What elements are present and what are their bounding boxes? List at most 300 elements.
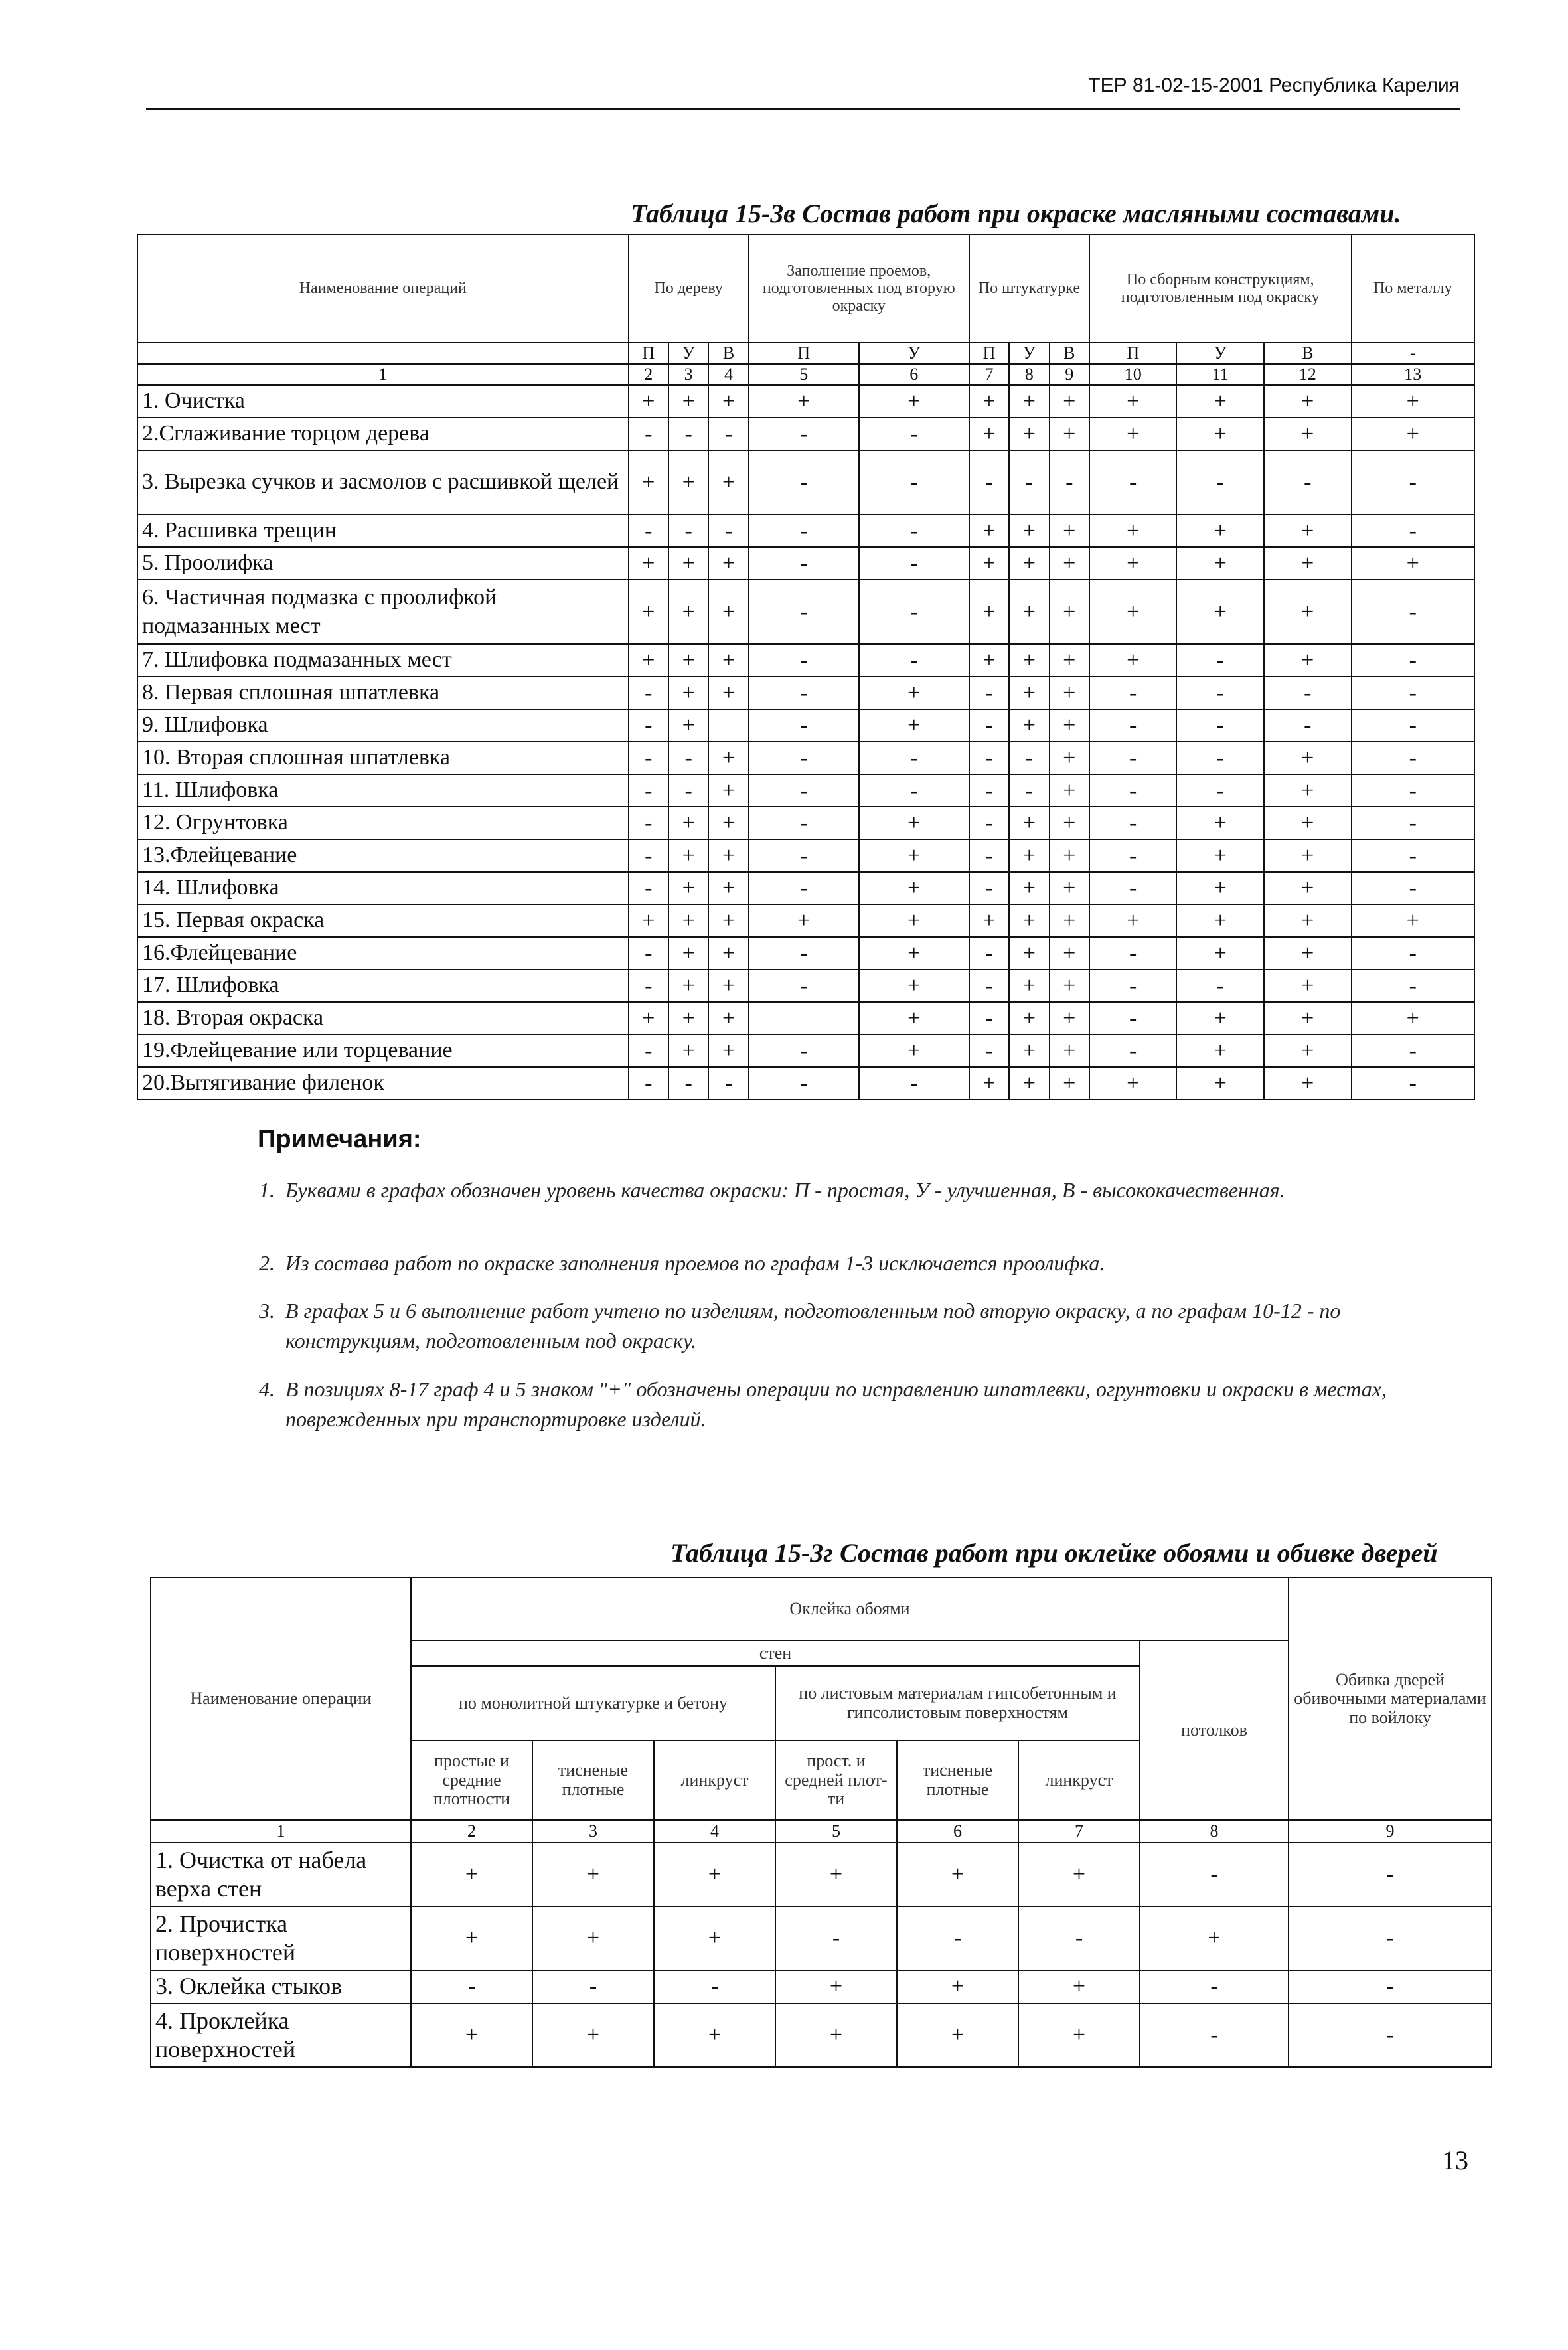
mark-cell: + [859, 1002, 969, 1035]
page-number: 13 [1442, 2145, 1468, 2175]
mark-cell: - [859, 580, 969, 644]
operation-name: 9. Шлифовка [137, 709, 629, 742]
mark-cell: + [749, 385, 859, 418]
mark-cell: + [1009, 385, 1049, 418]
mark-cell: + [897, 2003, 1018, 2067]
header-metal: По металлу [1352, 234, 1474, 343]
mark-cell: + [1176, 515, 1264, 547]
note-text: В позициях 8-17 граф 4 и 5 знаком "+" обозначены операции по исправлению шпатлевки, огрунтовки и окраски в местах, поврежденных при транспортировке изделий. [285, 1377, 1387, 1432]
mark-cell: + [708, 904, 748, 937]
mark-cell: - [859, 418, 969, 450]
mark-cell: - [629, 742, 668, 774]
mark-cell: + [969, 644, 1009, 677]
mark-cell: - [1018, 1906, 1140, 1970]
mark-cell: + [1050, 807, 1089, 839]
mark-cell: + [1264, 807, 1352, 839]
column-number: 13 [1352, 364, 1474, 385]
mark-cell: + [1352, 547, 1474, 580]
table1-row [137, 872, 1474, 904]
operation-name: 16.Флейцевание [137, 937, 629, 969]
table2-caption: Таблица 15-3г Состав работ при оклейке обоями и обивке дверей [670, 1538, 1438, 1568]
table1-row [137, 418, 1474, 450]
mark-cell: - [1089, 937, 1177, 969]
mark-cell: - [859, 644, 969, 677]
mark-cell: + [749, 904, 859, 937]
notes-title: Примечания: [258, 1126, 422, 1153]
mark-cell: + [668, 839, 708, 872]
mark-cell: - [1089, 774, 1177, 807]
mark-cell: - [1352, 872, 1474, 904]
table2-column-numbers-row [151, 1820, 1492, 1843]
header-doors: Обивка дверей обивочными материалами по войлоку [1289, 1578, 1492, 1820]
mark-cell: - [629, 774, 668, 807]
mark-cell: - [1352, 515, 1474, 547]
mark-cell: + [969, 580, 1009, 644]
operation-name: 3. Оклейка стыков [151, 1970, 411, 2003]
mark-cell: - [1176, 644, 1264, 677]
mark-cell: - [1140, 2003, 1289, 2067]
mark-cell: - [1176, 969, 1264, 1002]
table1-row [137, 644, 1474, 677]
mark-cell: + [775, 1970, 897, 2003]
operation-name: 18. Вторая окраска [137, 1002, 629, 1035]
mark-cell: + [1018, 1970, 1140, 2003]
mark-cell: + [775, 1843, 897, 1906]
mark-cell: - [629, 969, 668, 1002]
operation-name: 8. Первая сплошная шпатлевка [137, 677, 629, 709]
column-number: 8 [1009, 364, 1049, 385]
table1-row [137, 1035, 1474, 1067]
mark-cell: - [1352, 807, 1474, 839]
mark-cell: - [1089, 807, 1177, 839]
mark-cell: + [629, 1002, 668, 1035]
mark-cell: - [1352, 580, 1474, 644]
operation-name: 7. Шлифовка подмазанных мест [137, 644, 629, 677]
mark-cell: - [749, 742, 859, 774]
mark-cell: - [1089, 742, 1177, 774]
mark-cell: + [1009, 580, 1049, 644]
mark-cell: + [668, 1002, 708, 1035]
mark-cell: + [1050, 580, 1089, 644]
operation-name: 5. Проолифка [137, 547, 629, 580]
mark-cell: - [749, 515, 859, 547]
header-assembled: По сборным конструкциям, подготовленным под окраску [1089, 234, 1352, 343]
column-number: 11 [1176, 364, 1264, 385]
mark-cell: + [654, 2003, 775, 2067]
operation-name: 2. Прочистка поверхностей [151, 1906, 411, 1970]
mark-cell: - [1352, 742, 1474, 774]
mark-cell: - [749, 580, 859, 644]
mark-cell: + [969, 547, 1009, 580]
mark-cell: + [1176, 418, 1264, 450]
mark-cell: - [969, 1035, 1009, 1067]
mark-cell: - [629, 677, 668, 709]
mark-cell: - [969, 969, 1009, 1002]
mark-cell: + [1050, 644, 1089, 677]
header-operation-name: Наименование операций [137, 234, 629, 343]
mark-cell: - [1289, 1906, 1492, 1970]
operation-name: 14. Шлифовка [137, 872, 629, 904]
header-lincrusta-sheet: линкруст [1018, 1740, 1140, 1820]
mark-cell: + [859, 872, 969, 904]
quality-letters-row [137, 343, 1474, 364]
operation-name: 20.Вытягивание филенок [137, 1067, 629, 1100]
column-number: 12 [1264, 364, 1352, 385]
column-number: 3 [532, 1820, 654, 1843]
mark-cell: - [708, 1067, 748, 1100]
column-number: 10 [1089, 364, 1177, 385]
mark-cell: + [897, 1843, 1018, 1906]
mark-cell: + [1264, 515, 1352, 547]
table1-row [137, 515, 1474, 547]
mark-cell: + [1264, 385, 1352, 418]
mark-cell: + [1050, 774, 1089, 807]
mark-cell: - [629, 1035, 668, 1067]
mark-cell: + [708, 644, 748, 677]
mark-cell: - [749, 1035, 859, 1067]
table1-row [137, 969, 1474, 1002]
table1-row [137, 774, 1474, 807]
mark-cell: - [1089, 450, 1177, 515]
mark-cell: + [1352, 904, 1474, 937]
mark-cell: + [969, 904, 1009, 937]
mark-cell: + [1264, 547, 1352, 580]
mark-cell: + [1176, 807, 1264, 839]
mark-cell: - [749, 677, 859, 709]
mark-cell: + [1264, 872, 1352, 904]
mark-cell: + [1050, 969, 1089, 1002]
mark-cell: - [1352, 677, 1474, 709]
mark-cell: + [775, 2003, 897, 2067]
table1-row [137, 580, 1474, 644]
mark-cell: - [1089, 709, 1177, 742]
mark-cell: - [749, 774, 859, 807]
mark-cell: - [1089, 839, 1177, 872]
mark-cell: - [1352, 709, 1474, 742]
quality-letter: В [1050, 343, 1089, 364]
mark-cell: - [668, 742, 708, 774]
mark-cell: + [708, 1002, 748, 1035]
table1-caption: Таблица 15-3в Состав работ при окраске масляными составами. [631, 199, 1401, 228]
note-text: В графах 5 и 6 выполнение работ учтено по изделиям, подготовленным под вторую окраску, а по графам 10-12 - по конструкциям, подготовленным под окраску. [285, 1299, 1341, 1353]
quality-letter: У [1176, 343, 1264, 364]
mark-cell: + [708, 385, 748, 418]
mark-cell: - [1176, 742, 1264, 774]
column-number: 5 [775, 1820, 897, 1843]
mark-cell: + [1264, 839, 1352, 872]
quality-letter: В [1264, 343, 1352, 364]
mark-cell: + [1264, 1002, 1352, 1035]
mark-cell: - [1352, 937, 1474, 969]
mark-cell: + [1264, 774, 1352, 807]
mark-cell: - [708, 515, 748, 547]
mark-cell: - [749, 807, 859, 839]
column-number: 6 [897, 1820, 1018, 1843]
mark-cell: - [897, 1906, 1018, 1970]
mark-cell: + [668, 385, 708, 418]
mark-cell: + [969, 1067, 1009, 1100]
mark-cell: + [668, 677, 708, 709]
mark-cell: - [1352, 1067, 1474, 1100]
mark-cell: + [1089, 904, 1177, 937]
mark-cell: + [1050, 1002, 1089, 1035]
mark-cell: - [668, 515, 708, 547]
mark-cell: + [969, 418, 1009, 450]
quality-letter: У [859, 343, 969, 364]
mark-cell: + [1176, 580, 1264, 644]
mark-cell: + [668, 807, 708, 839]
mark-cell: - [708, 418, 748, 450]
mark-cell: + [1176, 1067, 1264, 1100]
mark-cell: + [897, 1970, 1018, 2003]
mark-cell: - [668, 418, 708, 450]
mark-cell: + [1050, 1067, 1089, 1100]
mark-cell: + [1352, 385, 1474, 418]
mark-cell: + [1050, 904, 1089, 937]
mark-cell: + [1050, 937, 1089, 969]
column-number: 9 [1050, 364, 1089, 385]
mark-cell: - [1352, 450, 1474, 515]
mark-cell: + [859, 969, 969, 1002]
mark-cell: + [668, 1035, 708, 1067]
mark-cell: + [1009, 807, 1049, 839]
mark-cell: - [1289, 1970, 1492, 2003]
mark-cell: + [1018, 2003, 1140, 2067]
mark-cell: + [1089, 385, 1177, 418]
mark-cell: - [1352, 1035, 1474, 1067]
mark-cell: + [1050, 385, 1089, 418]
mark-cell: - [1352, 644, 1474, 677]
mark-cell: + [859, 1035, 969, 1067]
mark-cell: - [629, 937, 668, 969]
mark-cell: + [532, 1843, 654, 1906]
note-number: 2. [259, 1251, 275, 1275]
mark-cell: + [1018, 1843, 1140, 1906]
table2-body [151, 1843, 1492, 2067]
mark-cell: + [1050, 547, 1089, 580]
mark-cell: + [1264, 969, 1352, 1002]
note-text: Буквами в графах обозначен уровень качества окраски: П - простая, У - улучшенная, В - высококачественная. [285, 1178, 1285, 1202]
operation-name: 1. Очистка [137, 385, 629, 418]
mark-cell: - [969, 937, 1009, 969]
mark-cell: - [1089, 1035, 1177, 1067]
mark-cell: + [1264, 418, 1352, 450]
table1-row [137, 937, 1474, 969]
mark-cell: - [1089, 1002, 1177, 1035]
mark-cell: - [749, 937, 859, 969]
mark-cell: + [1009, 872, 1049, 904]
mark-cell: + [969, 385, 1009, 418]
header-monolithic: по монолитной штукатурке и бетону [411, 1666, 775, 1740]
mark-cell: + [1264, 904, 1352, 937]
header-operation-name: Наименование операции [151, 1578, 411, 1820]
column-number: 2 [629, 364, 668, 385]
mark-cell: - [859, 1067, 969, 1100]
mark-cell: + [1050, 709, 1089, 742]
operation-name: 12. Огрунтовка [137, 807, 629, 839]
mark-cell: - [1089, 677, 1177, 709]
mark-cell: + [1009, 677, 1049, 709]
mark-cell: + [629, 547, 668, 580]
mark-cell: + [1050, 839, 1089, 872]
mark-cell: - [749, 644, 859, 677]
header-lincrusta: линкруст [654, 1740, 775, 1820]
mark-cell: - [749, 872, 859, 904]
mark-cell: + [1009, 515, 1049, 547]
oil-painting-works-table [137, 234, 1475, 1100]
mark-cell: - [969, 1002, 1009, 1035]
letters-blank-cell [137, 343, 629, 364]
note-number: 1. [259, 1178, 275, 1202]
operation-name: 2.Сглаживание торцом дерева [137, 418, 629, 450]
mark-cell: - [1264, 450, 1352, 515]
table1-row [137, 807, 1474, 839]
mark-cell: + [1089, 547, 1177, 580]
mark-cell: + [668, 937, 708, 969]
mark-cell: + [859, 709, 969, 742]
mark-cell: + [708, 547, 748, 580]
table1-row [137, 677, 1474, 709]
header-wood: По дереву [629, 234, 749, 343]
mark-cell: + [1089, 1067, 1177, 1100]
mark-cell: + [708, 774, 748, 807]
mark-cell: + [629, 385, 668, 418]
column-number: 5 [749, 364, 859, 385]
mark-cell: - [859, 450, 969, 515]
column-numbers-row [137, 364, 1474, 385]
mark-cell: + [1176, 904, 1264, 937]
mark-cell: - [1264, 677, 1352, 709]
table2-row [151, 2003, 1492, 2067]
table1-row [137, 839, 1474, 872]
mark-cell: - [1176, 450, 1264, 515]
mark-cell: - [1176, 677, 1264, 709]
column-number: 8 [1140, 1820, 1289, 1843]
mark-cell: + [708, 580, 748, 644]
mark-cell: + [1050, 872, 1089, 904]
mark-cell: + [1009, 839, 1049, 872]
mark-cell: - [749, 709, 859, 742]
mark-cell: + [411, 1843, 532, 1906]
mark-cell: + [668, 580, 708, 644]
mark-cell [708, 709, 748, 742]
mark-cell: - [668, 1067, 708, 1100]
header-simple-sheet: прост. и средней плот-ти [775, 1740, 897, 1820]
mark-cell: + [629, 450, 668, 515]
mark-cell: - [859, 742, 969, 774]
mark-cell: + [629, 580, 668, 644]
mark-cell: + [1176, 385, 1264, 418]
mark-cell: + [708, 807, 748, 839]
mark-cell: + [1176, 1035, 1264, 1067]
mark-cell: + [1352, 1002, 1474, 1035]
mark-cell: - [969, 677, 1009, 709]
mark-cell: - [749, 547, 859, 580]
mark-cell: + [969, 515, 1009, 547]
table2-row [151, 1906, 1492, 1970]
header-plaster: По штукатурке [969, 234, 1089, 343]
table2-row [151, 1970, 1492, 2003]
mark-cell: - [969, 450, 1009, 515]
mark-cell: + [1050, 677, 1089, 709]
mark-cell: + [1009, 547, 1049, 580]
note-item [259, 1296, 1474, 1357]
quality-letter: П [629, 343, 668, 364]
mark-cell: + [1140, 1906, 1289, 1970]
note-number: 3. [259, 1299, 275, 1323]
mark-cell: - [859, 515, 969, 547]
mark-cell: + [668, 904, 708, 937]
operation-name: 19.Флейцевание или торцевание [137, 1035, 629, 1067]
column-number: 4 [654, 1820, 775, 1843]
mark-cell: - [969, 742, 1009, 774]
table1-body [137, 385, 1474, 1100]
mark-cell: + [1089, 515, 1177, 547]
operation-name: 3. Вырезка сучков и засмолов с расшивкой щелей [137, 450, 629, 515]
column-number: 9 [1289, 1820, 1492, 1843]
mark-cell: - [969, 774, 1009, 807]
header-embossed-sheet: тисненые плотные [897, 1740, 1018, 1820]
mark-cell [749, 1002, 859, 1035]
mark-cell: - [1352, 839, 1474, 872]
mark-cell: + [1009, 1002, 1049, 1035]
page-header [146, 74, 1460, 110]
mark-cell: - [859, 774, 969, 807]
mark-cell: + [708, 839, 748, 872]
quality-letter: В [708, 343, 748, 364]
mark-cell: - [1009, 774, 1049, 807]
table1-header-row [137, 234, 1474, 343]
column-number: 6 [859, 364, 969, 385]
operation-name: 6. Частичная подмазка с проолифкой подмазанных мест [137, 580, 629, 644]
mark-cell: + [1009, 904, 1049, 937]
table1-row [137, 547, 1474, 580]
quality-letter: П [969, 343, 1009, 364]
mark-cell: + [1264, 1035, 1352, 1067]
column-number: 1 [137, 364, 629, 385]
header-sheet: по листовым материалам гипсобетонным и гипсолистовым поверхностям [775, 1666, 1140, 1740]
mark-cell: + [1050, 418, 1089, 450]
note-item [259, 1248, 1474, 1278]
mark-cell: - [532, 1970, 654, 2003]
mark-cell: - [1009, 742, 1049, 774]
mark-cell: - [969, 839, 1009, 872]
mark-cell: + [859, 677, 969, 709]
quality-letter: П [1089, 343, 1177, 364]
mark-cell: + [1176, 1002, 1264, 1035]
mark-cell: - [1176, 774, 1264, 807]
mark-cell: + [411, 2003, 532, 2067]
table1-row [137, 450, 1474, 515]
mark-cell: + [654, 1843, 775, 1906]
mark-cell: - [654, 1970, 775, 2003]
mark-cell: + [1264, 580, 1352, 644]
mark-cell: - [1289, 1843, 1492, 1906]
operation-name: 4. Проклейка поверхностей [151, 2003, 411, 2067]
mark-cell: + [668, 547, 708, 580]
note-text: Из состава работ по окраске заполнения проемов по графам 1-3 исключается проолифка. [285, 1251, 1105, 1275]
mark-cell: + [668, 644, 708, 677]
mark-cell: - [1352, 774, 1474, 807]
mark-cell: + [1009, 709, 1049, 742]
table1-row [137, 904, 1474, 937]
mark-cell: - [775, 1906, 897, 1970]
mark-cell: - [1140, 1843, 1289, 1906]
operation-name: 15. Первая окраска [137, 904, 629, 937]
mark-cell: + [708, 677, 748, 709]
quality-letter: У [668, 343, 708, 364]
mark-cell: + [1352, 418, 1474, 450]
